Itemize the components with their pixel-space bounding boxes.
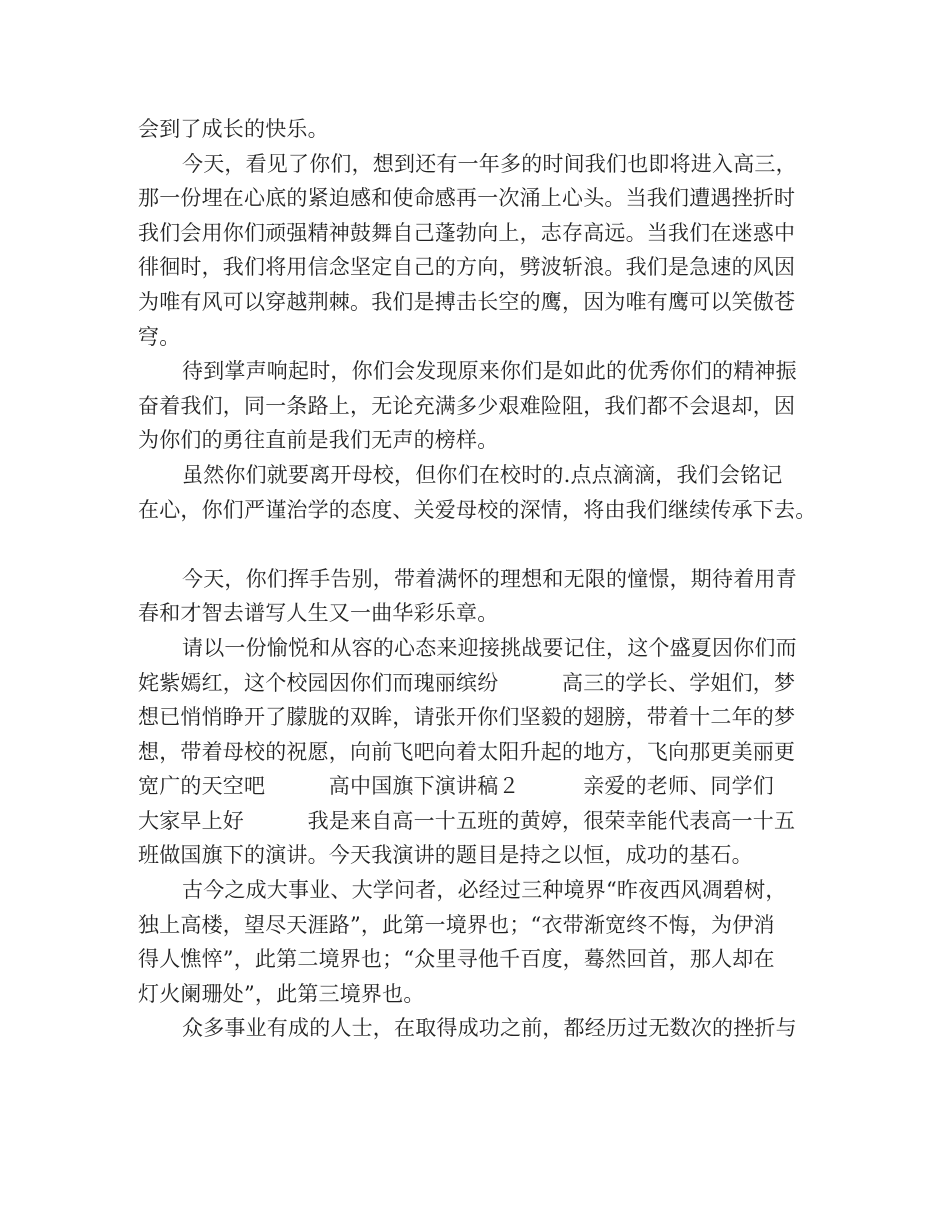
text-line: 会到了成长的快乐。 bbox=[138, 117, 329, 141]
text-line: 今天，看见了你们，想到还有一年多的时间我们也即将进入高三， bbox=[182, 151, 797, 176]
text-line: 那一份埋在心底的紧迫感和使命感再一次涌上心头。当我们遭遇挫折时 bbox=[138, 186, 796, 211]
text-line: 灯火阑珊处”，此第三境界也。 bbox=[138, 981, 425, 1006]
text-line: 独上高楼，望尽天涯路”，此第一境界也；“衣带渐宽终不悔，为伊消 bbox=[138, 912, 775, 937]
text-line: 为唯有风可以穿越荆棘。我们是搏击长空的鹰，因为唯有鹰可以笑傲苍 bbox=[138, 289, 796, 314]
text-line: 想，带着母校的祝愿，向前飞吧向着太阳升起的地方，飞向那更美丽更 bbox=[138, 739, 796, 764]
text-line: 大家早上好 我是来自高一十五班的黄婷，很荣幸能代表高一十五 bbox=[138, 808, 796, 833]
text-line: 徘徊时，我们将用信念坚定自己的方向，劈波斩浪。我们是急速的风因 bbox=[138, 255, 796, 280]
text-line: 奋着我们，同一条路上，无论充满多少艰难险阻，我们都不会退却，因 bbox=[138, 393, 796, 418]
text-line: 请以一份愉悦和从容的心态来迎接挑战要记住，这个盛夏因你们而 bbox=[182, 635, 797, 660]
text-line: 虽然你们就要离开母校，但你们在校时的.点点滴滴，我们会铭记 bbox=[182, 462, 783, 487]
text-line: 待到掌声响起时，你们会发现原来你们是如此的优秀你们的精神振 bbox=[182, 359, 797, 384]
text-line: 班做国旗下的演讲。今天我演讲的题目是持之以恒，成功的基石。 bbox=[138, 843, 753, 868]
text-line: 今天，你们挥手告别，带着满怀的理想和无限的憧憬，期待着用青 bbox=[182, 566, 797, 591]
text-line: 穹。 bbox=[138, 324, 181, 349]
text-line: 宽广的天空吧 高中国旗下演讲稿２ 亲爱的老师、同学们 bbox=[138, 774, 774, 799]
text-line: 春和才智去谱写人生又一曲华彩乐章。 bbox=[138, 601, 499, 626]
text-line: 为你们的勇往直前是我们无声的榜样。 bbox=[138, 428, 499, 453]
text-line: 姹紫嫣红，这个校园因你们而瑰丽缤纷 高三的学长、学姐们，梦 bbox=[138, 670, 796, 695]
text-line: 在心，你们严谨治学的态度、关爱母校的深情，将由我们继续传承下去。 bbox=[138, 497, 817, 522]
text-line: 众多事业有成的人士，在取得成功之前，都经历过无数次的挫折与 bbox=[182, 1016, 797, 1041]
text-line: 想已悄悄睁开了朦胧的双眸，请张开你们坚毅的翅膀，带着十二年的梦 bbox=[138, 705, 796, 730]
text-line: 得人憔悴”，此第二境界也；“众里寻他千百度，蓦然回首，那人却在 bbox=[138, 947, 775, 972]
blank-line bbox=[138, 527, 828, 562]
text-line: 我们会用你们顽强精神鼓舞自己蓬勃向上，志存高远。当我们在迷惑中 bbox=[138, 220, 796, 245]
text-line: 古今之成大事业、大学问者，必经过三种境界“昨夜西风凋碧树， bbox=[182, 878, 787, 903]
document-body bbox=[138, 112, 828, 1046]
